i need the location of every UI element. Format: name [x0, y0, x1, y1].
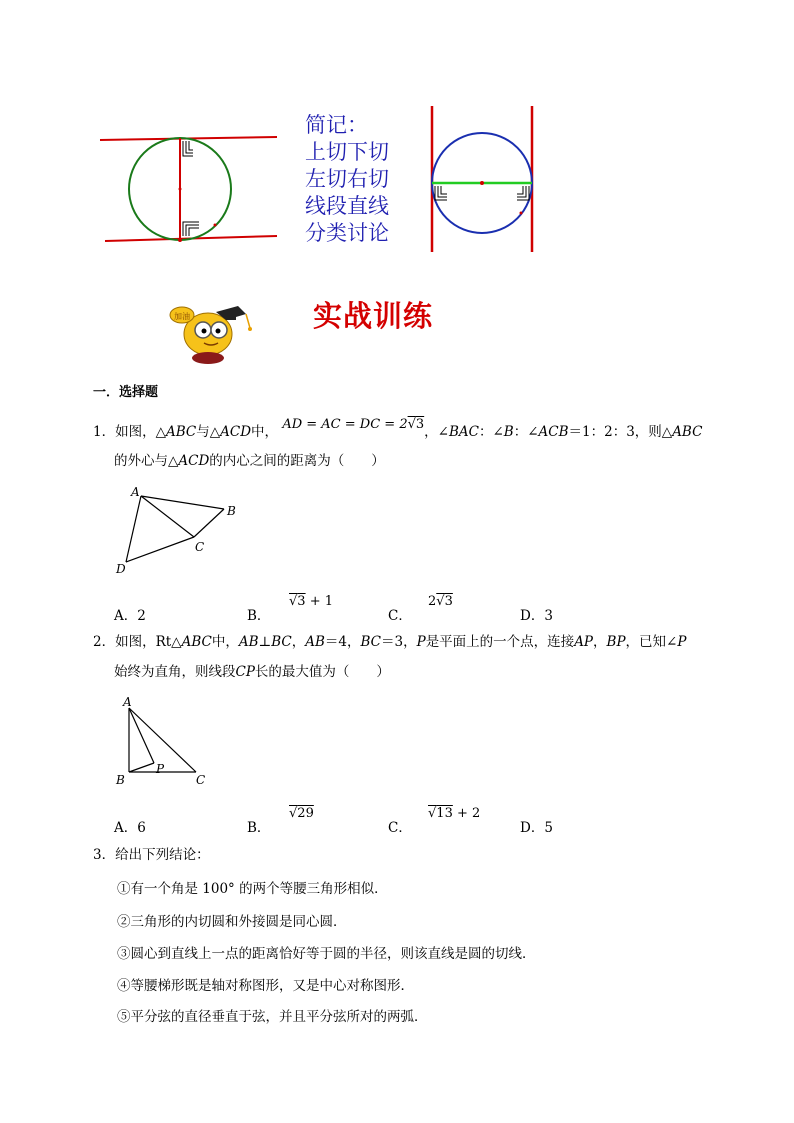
- note-line: 分类讨论: [305, 221, 389, 245]
- q3-text: 给出下列结论：: [115, 847, 210, 863]
- q1-var: ACD: [178, 453, 210, 469]
- q1-var: B: [503, 424, 514, 440]
- question-2-line-2: [114, 657, 390, 687]
- option-label: C．: [388, 608, 412, 624]
- q2-var: P: [677, 634, 687, 650]
- option-label: A．: [114, 608, 138, 624]
- q2-var: BC: [360, 634, 381, 650]
- mascot-badge-text: 加油: [174, 312, 190, 321]
- vertical-tangents-figure: [425, 104, 540, 256]
- q1-option-d[interactable]: [520, 604, 553, 624]
- q2-text: 长的最大值为（ ）: [254, 664, 390, 680]
- formula-pre: 2: [428, 594, 437, 609]
- note-line: 简记：: [305, 113, 368, 137]
- q1-var: ABC: [165, 424, 197, 440]
- q1-option-c-formula: [428, 594, 453, 609]
- formula-rest: + 1: [305, 594, 334, 609]
- q2-text: ，: [593, 634, 607, 650]
- q1-text: ：∠: [478, 424, 504, 440]
- q2-text: 如图，Rt△: [115, 634, 182, 650]
- formula-text: AD = AC = DC = 2: [282, 417, 408, 432]
- q2-var: AB: [305, 634, 325, 650]
- q2-var: BP: [606, 634, 626, 650]
- q1-text: ：∠: [513, 424, 539, 440]
- q3-statement: ②三角形的内切圆和外接圆是同心圆．: [117, 914, 347, 930]
- q2-option-b-formula: [289, 806, 314, 821]
- q2-option-a[interactable]: [114, 816, 146, 836]
- q1-var: ACB: [538, 424, 569, 440]
- q2-var: CP: [235, 664, 255, 680]
- question-2-line-1: [93, 627, 686, 657]
- q2-option-b[interactable]: [247, 816, 270, 836]
- note-line: 线段直线: [305, 194, 389, 218]
- option-label: A．: [114, 820, 138, 836]
- formula-rest: + 2: [452, 806, 481, 821]
- section-heading: 一．选择题: [93, 385, 159, 400]
- summary-note: [305, 112, 389, 247]
- question-3-intro: [93, 840, 210, 870]
- option-value: 2: [137, 608, 146, 624]
- option-label: C．: [388, 820, 412, 836]
- sqrt-radicand: √3: [436, 594, 453, 609]
- q1-option-b[interactable]: [247, 604, 270, 624]
- note-line: 上切下切: [305, 140, 389, 164]
- q1-text: 中，: [251, 424, 279, 440]
- q1-text: 的外心与△: [114, 453, 179, 469]
- label-P: P: [156, 762, 165, 776]
- horizontal-tangents-figure: [95, 128, 285, 250]
- label-B: B: [227, 504, 236, 518]
- q2-var: ABC: [181, 634, 212, 650]
- option-label: D．: [520, 608, 545, 624]
- sqrt-radicand: √29: [289, 806, 314, 821]
- option-value: 6: [137, 820, 146, 836]
- q1-text: ，∠: [424, 424, 449, 440]
- q2-option-c-formula: [428, 806, 480, 821]
- sqrt-radicand: √3: [289, 594, 306, 609]
- q3-statement: ③圆心到直线上一点的距离恰好等于圆的半径，则该直线是圆的切线．: [117, 946, 536, 962]
- sqrt-radicand: √3: [407, 417, 425, 432]
- question-number: 2．: [93, 634, 116, 650]
- question-1-line-1: [93, 417, 702, 448]
- option-label: B．: [247, 820, 271, 836]
- label-C: C: [196, 773, 206, 787]
- q2-text: ＝3，: [381, 634, 417, 650]
- section-title: 实战训练: [313, 299, 434, 333]
- q2-option-c[interactable]: [388, 816, 412, 836]
- sqrt-radicand: √13: [428, 806, 453, 821]
- q1-option-c[interactable]: [388, 604, 412, 624]
- question-1-figure: [112, 482, 242, 580]
- q2-var: AB: [238, 634, 259, 650]
- question-number: 1．: [93, 424, 116, 440]
- label-B: B: [116, 773, 125, 787]
- q2-text: 始终为直角，则线段: [114, 664, 236, 680]
- option-value: 5: [544, 820, 553, 836]
- q1-text: 的内心之间的距离为（ ）: [209, 453, 385, 469]
- q1-option-a[interactable]: [114, 604, 146, 624]
- question-1-line-2: [114, 446, 385, 476]
- mascot-illustration: [168, 298, 258, 366]
- question-number: 3．: [93, 847, 116, 863]
- radicand: 13: [436, 806, 453, 821]
- q2-var: BC: [271, 634, 292, 650]
- label-A: A: [131, 485, 140, 499]
- q3-statement: ④等腰梯形既是轴对称图形，又是中心对称图形．: [117, 978, 414, 994]
- q2-text: 是平面上的一个点，连接: [425, 634, 575, 650]
- q2-text: ，: [291, 634, 306, 650]
- q1-formula: [282, 417, 424, 432]
- q2-var: P: [416, 634, 426, 650]
- q1-text: 如图，△: [115, 424, 166, 440]
- option-label: D．: [520, 820, 545, 836]
- q2-text: ＝4，: [324, 634, 361, 650]
- q2-text: ⊥: [258, 634, 272, 650]
- q1-text: ＝1：2：3，则△: [568, 424, 673, 440]
- q1-option-b-formula: [289, 594, 333, 609]
- option-label: B．: [247, 608, 271, 624]
- radicand: 29: [297, 806, 314, 821]
- q1-var: BAC: [448, 424, 479, 440]
- label-C: C: [195, 540, 205, 554]
- label-D: D: [116, 562, 126, 576]
- q2-text: 中，: [211, 634, 239, 650]
- q2-var: AP: [574, 634, 594, 650]
- q3-statement: ⑤平分弦的直径垂直于弦，并且平分弦所对的两弧．: [117, 1009, 428, 1025]
- label-A: A: [123, 695, 132, 709]
- option-value: 3: [544, 608, 553, 624]
- q2-text: ，已知∠: [625, 634, 678, 650]
- q1-text: 与△: [196, 424, 221, 440]
- q3-statement: ①有一个角是 100° 的两个等腰三角形相似．: [117, 881, 388, 897]
- q1-var: ABC: [672, 424, 703, 440]
- radicand: 3: [297, 594, 306, 609]
- radicand: 3: [444, 594, 453, 609]
- q1-var: ACD: [220, 424, 252, 440]
- note-line: 左切右切: [305, 167, 389, 191]
- q2-option-d[interactable]: [520, 816, 553, 836]
- question-2-figure: [112, 694, 212, 790]
- radicand: 3: [415, 417, 425, 432]
